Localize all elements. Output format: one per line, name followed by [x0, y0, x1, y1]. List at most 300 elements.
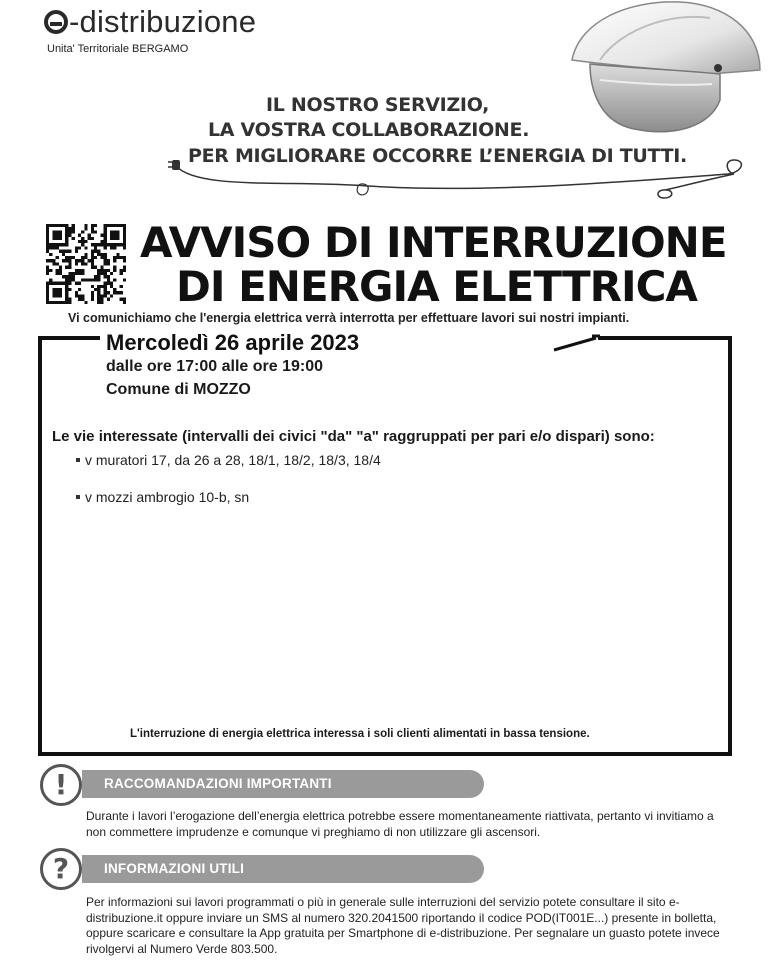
- qr-module: [104, 282, 107, 285]
- qr-module: [97, 285, 100, 288]
- recommendations-text: Durante i lavori l’erogazione dell’energia elettrica potrebbe essere momentaneamente riattivata, pertanto vi invitiamo a non commettere imprudenze e comunque vi preghiamo di non utilizzare gli ascensori.: [86, 809, 714, 839]
- qr-module: [116, 234, 119, 237]
- qr-module: [91, 262, 94, 265]
- qr-module: [107, 291, 110, 294]
- qr-module: [91, 237, 94, 240]
- qr-module: [46, 259, 49, 262]
- qr-module: [78, 259, 81, 262]
- qr-module: [107, 275, 110, 278]
- qr-module: [97, 278, 100, 281]
- qr-module: [56, 294, 59, 297]
- qr-module: [65, 301, 68, 304]
- slogan-line-3: PER MIGLIORARE OCCORRE L’ENERGIA DI TUTTI.: [188, 145, 687, 167]
- qr-module: [104, 259, 107, 262]
- qr-module: [56, 230, 59, 233]
- slogan-line-2: LA VOSTRA COLLABORAZIONE.: [208, 119, 530, 141]
- qr-module: [88, 237, 91, 240]
- qr-module: [113, 266, 116, 269]
- qr-module: [59, 272, 62, 275]
- qr-module: [123, 301, 126, 304]
- qr-module: [116, 243, 119, 246]
- qr-module: [46, 224, 49, 227]
- qr-module: [81, 294, 84, 297]
- qr-module: [81, 278, 84, 281]
- qr-module: [97, 301, 100, 304]
- qr-module: [104, 230, 107, 233]
- qr-module: [94, 275, 97, 278]
- qr-module: [78, 288, 81, 291]
- qr-module: [49, 269, 52, 272]
- qr-module: [94, 266, 97, 269]
- pen-icon: [552, 332, 602, 354]
- qr-module: [113, 288, 116, 291]
- qr-module: [123, 243, 126, 246]
- qr-module: [65, 250, 68, 253]
- qr-module: [91, 243, 94, 246]
- qr-module: [123, 224, 126, 227]
- qr-module: [68, 250, 71, 253]
- qr-module: [107, 282, 110, 285]
- qr-module: [65, 224, 68, 227]
- qr-module: [100, 269, 103, 272]
- qr-module: [46, 243, 49, 246]
- qr-module: [49, 224, 52, 227]
- slogan-line-1: IL NOSTRO SERVIZIO,: [266, 94, 490, 116]
- plug-cable-icon: [168, 150, 748, 210]
- qr-module: [84, 253, 87, 256]
- qr-module: [62, 250, 65, 253]
- qr-module: [56, 234, 59, 237]
- qr-module: [81, 240, 84, 243]
- qr-module: [46, 282, 49, 285]
- qr-module: [84, 224, 87, 227]
- qr-module: [65, 237, 68, 240]
- brand-name: -distribuzione: [69, 4, 257, 39]
- qr-module: [65, 294, 68, 297]
- qr-module: [75, 294, 78, 297]
- qr-module: [113, 230, 116, 233]
- qr-module: [59, 250, 62, 253]
- qr-module: [62, 224, 65, 227]
- qr-module: [94, 288, 97, 291]
- qr-module: [52, 259, 55, 262]
- qr-module: [113, 234, 116, 237]
- notice-box: [38, 336, 732, 756]
- info-text: Per informazioni sui lavori programmati o più in generale sulle interruzioni del servizio potete consultare il sito e-distribuzione.it oppure inviare un SMS al numero 320.2041500 riportando il codice POD(IT001E...) presente in bolletta, oppure scaricare e consultare la App gratuita per Smartphone di e-distribuzione. Per segnalare un guasto potete invece rivolgervi al Numero Verde 803.500.: [86, 895, 720, 956]
- qr-module: [65, 259, 68, 262]
- bullet-icon: [76, 458, 80, 462]
- qr-module: [123, 237, 126, 240]
- qr-module: [56, 301, 59, 304]
- qr-module: [120, 291, 123, 294]
- qr-module: [123, 278, 126, 281]
- info-title: INFORMAZIONI UTILI: [82, 855, 484, 883]
- qr-module: [78, 246, 81, 249]
- qr-module: [104, 272, 107, 275]
- qr-module: [113, 269, 116, 272]
- qr-module: [91, 259, 94, 262]
- qr-module: [104, 224, 107, 227]
- qr-module: [52, 230, 55, 233]
- qr-module: [113, 243, 116, 246]
- qr-module: [56, 256, 59, 259]
- qr-module: [104, 291, 107, 294]
- qr-module: [56, 224, 59, 227]
- qr-module: [104, 243, 107, 246]
- qr-module: [52, 224, 55, 227]
- qr-module: [62, 259, 65, 262]
- qr-module: [104, 288, 107, 291]
- qr-module: [68, 259, 71, 262]
- qr-module: [62, 275, 65, 278]
- title-line-1: AVVISO DI INTERRUZIONE: [140, 218, 727, 267]
- qr-module: [120, 269, 123, 272]
- qr-module: [65, 234, 68, 237]
- qr-module: [49, 253, 52, 256]
- qr-module: [68, 282, 71, 285]
- qr-module: [91, 294, 94, 297]
- qr-module: [75, 291, 78, 294]
- qr-module: [88, 234, 91, 237]
- qr-module: [104, 253, 107, 256]
- qr-module: [97, 269, 100, 272]
- street-text: v muratori 17, da 26 a 28, 18/1, 18/2, 18/3, 18/4: [85, 452, 381, 468]
- qr-module: [72, 272, 75, 275]
- qr-module: [97, 250, 100, 253]
- qr-module: [88, 259, 91, 262]
- qr-module: [56, 246, 59, 249]
- qr-module: [91, 291, 94, 294]
- qr-module: [84, 227, 87, 230]
- qr-module: [78, 294, 81, 297]
- qr-module: [116, 237, 119, 240]
- qr-module: [68, 230, 71, 233]
- qr-module: [46, 240, 49, 243]
- qr-module: [88, 278, 91, 281]
- qr-module: [46, 291, 49, 294]
- qr-module: [49, 278, 52, 281]
- qr-module: [123, 298, 126, 301]
- qr-module: [100, 301, 103, 304]
- qr-module: [46, 250, 49, 253]
- qr-module: [75, 269, 78, 272]
- qr-module: [81, 298, 84, 301]
- qr-module: [100, 294, 103, 297]
- qr-module: [104, 227, 107, 230]
- qr-module: [94, 224, 97, 227]
- qr-module: [110, 272, 113, 275]
- qr-module: [97, 298, 100, 301]
- low-voltage-footnote: L'interruzione di energia elettrica interessa i soli clienti alimentati in bassa tensione.: [130, 728, 590, 740]
- qr-module: [104, 256, 107, 259]
- qr-module: [110, 294, 113, 297]
- qr-module: [72, 237, 75, 240]
- qr-module: [100, 243, 103, 246]
- qr-module: [52, 301, 55, 304]
- interruption-date: Mercoledì 26 aprile 2023: [106, 330, 360, 355]
- qr-module: [104, 269, 107, 272]
- qr-module: [97, 294, 100, 297]
- qr-module: [81, 262, 84, 265]
- qr-module: [120, 256, 123, 259]
- qr-module: [84, 278, 87, 281]
- qr-module: [68, 275, 71, 278]
- qr-module: [116, 253, 119, 256]
- brand-logo: [44, 4, 256, 40]
- qr-module: [123, 259, 126, 262]
- qr-module: [56, 269, 59, 272]
- qr-module: [104, 285, 107, 288]
- qr-module: [100, 285, 103, 288]
- qr-module: [116, 230, 119, 233]
- qr-module: [59, 269, 62, 272]
- qr-module: [104, 234, 107, 237]
- qr-module: [123, 240, 126, 243]
- qr-module: [68, 262, 71, 265]
- qr-module: [104, 246, 107, 249]
- qr-module: [97, 275, 100, 278]
- qr-module: [59, 288, 62, 291]
- intro-text: Vi comunichiamo che l'energia elettrica verrà interrotta per effettuare lavori sui nostri impianti.: [68, 311, 630, 325]
- qr-module: [110, 243, 113, 246]
- qr-module: [94, 256, 97, 259]
- qr-module: [94, 278, 97, 281]
- qr-module: [65, 240, 68, 243]
- qr-module: [65, 291, 68, 294]
- qr-module: [68, 256, 71, 259]
- qr-module: [46, 301, 49, 304]
- qr-module: [91, 285, 94, 288]
- question-icon: ?: [40, 848, 82, 890]
- qr-module: [49, 246, 52, 249]
- e-logo-icon: [44, 10, 68, 34]
- qr-module: [120, 243, 123, 246]
- comune-name: Comune di MOZZO: [106, 381, 251, 398]
- qr-module: [75, 272, 78, 275]
- qr-module: [110, 282, 113, 285]
- qr-module: [110, 230, 113, 233]
- title-line-2: DI ENERGIA ELETTRICA: [176, 262, 697, 311]
- qr-module: [84, 240, 87, 243]
- qr-module: [123, 266, 126, 269]
- qr-module: [78, 298, 81, 301]
- qr-module: [46, 227, 49, 230]
- qr-module: [68, 266, 71, 269]
- street-item: [76, 489, 249, 505]
- qr-module: [81, 256, 84, 259]
- qr-module: [104, 294, 107, 297]
- qr-module: [91, 253, 94, 256]
- qr-module: [75, 262, 78, 265]
- qr-module: [123, 227, 126, 230]
- qr-module: [81, 259, 84, 262]
- qr-module: [72, 230, 75, 233]
- qr-module: [113, 237, 116, 240]
- qr-module: [84, 246, 87, 249]
- interruption-time: dalle ore 17:00 alle ore 19:00: [106, 358, 324, 375]
- qr-module: [62, 243, 65, 246]
- qr-module: [56, 262, 59, 265]
- qr-module: [104, 275, 107, 278]
- qr-module: [52, 282, 55, 285]
- qr-module: [123, 234, 126, 237]
- qr-module: [46, 230, 49, 233]
- qr-module: [113, 224, 116, 227]
- qr-module: [110, 234, 113, 237]
- qr-module: [46, 269, 49, 272]
- qr-module: [91, 278, 94, 281]
- qr-module: [52, 262, 55, 265]
- qr-module: [65, 298, 68, 301]
- qr-module: [81, 230, 84, 233]
- qr-module: [56, 288, 59, 291]
- qr-module: [94, 230, 97, 233]
- qr-module: [59, 301, 62, 304]
- qr-module: [123, 256, 126, 259]
- streets-heading: Le vie interessate (intervalli dei civici "da" "a" raggruppati per pari e/o dispari) sono:: [52, 428, 655, 445]
- qr-module: [52, 291, 55, 294]
- qr-module: [56, 282, 59, 285]
- qr-module: [46, 298, 49, 301]
- qr-module: [107, 278, 110, 281]
- qr-module: [65, 256, 68, 259]
- qr-module: [116, 256, 119, 259]
- qr-module: [120, 272, 123, 275]
- qr-module: [91, 230, 94, 233]
- qr-module: [113, 259, 116, 262]
- qr-module: [94, 250, 97, 253]
- qr-module: [110, 246, 113, 249]
- qr-module: [107, 262, 110, 265]
- qr-module: [97, 288, 100, 291]
- qr-module: [46, 266, 49, 269]
- qr-module: [78, 272, 81, 275]
- qr-module: [75, 250, 78, 253]
- qr-module: [65, 278, 68, 281]
- qr-module: [97, 272, 100, 275]
- qr-module: [91, 266, 94, 269]
- qr-module: [107, 243, 110, 246]
- qr-module: [78, 269, 81, 272]
- recommendations-title: RACCOMANDAZIONI IMPORTANTI: [82, 770, 484, 798]
- qr-module: [100, 298, 103, 301]
- qr-module: [81, 237, 84, 240]
- qr-module: [84, 262, 87, 265]
- qr-module: [91, 256, 94, 259]
- qr-module: [65, 230, 68, 233]
- qr-module: [65, 275, 68, 278]
- qr-module: [113, 246, 116, 249]
- qr-module: [65, 282, 68, 285]
- qr-module: [123, 246, 126, 249]
- qr-module: [65, 227, 68, 230]
- qr-module: [46, 285, 49, 288]
- qr-module: [110, 237, 113, 240]
- qr-module: [94, 243, 97, 246]
- qr-module: [59, 234, 62, 237]
- qr-module: [78, 234, 81, 237]
- qr-module: [123, 269, 126, 272]
- helmet-icon: [560, 0, 768, 140]
- qr-module: [81, 272, 84, 275]
- qr-module: [56, 243, 59, 246]
- qr-module: [59, 291, 62, 294]
- qr-module: [75, 282, 78, 285]
- warning-icon: !: [40, 764, 82, 806]
- qr-module: [49, 243, 52, 246]
- qr-module: [52, 246, 55, 249]
- qr-module: [46, 294, 49, 297]
- qr-module: [59, 237, 62, 240]
- qr-module: [97, 291, 100, 294]
- qr-module: [46, 237, 49, 240]
- qr-module: [46, 272, 49, 275]
- qr-module: [59, 224, 62, 227]
- qr-module: [107, 298, 110, 301]
- qr-module: [110, 224, 113, 227]
- qr-module: [68, 298, 71, 301]
- qr-module: [65, 266, 68, 269]
- qr-module: [113, 256, 116, 259]
- qr-module: [97, 243, 100, 246]
- qr-module: [72, 278, 75, 281]
- bullet-icon: [76, 495, 80, 499]
- qr-module: [94, 246, 97, 249]
- qr-module: [78, 282, 81, 285]
- qr-module: [59, 230, 62, 233]
- qr-module: [72, 256, 75, 259]
- qr-module: [56, 272, 59, 275]
- qr-module: [68, 301, 71, 304]
- qr-module: [49, 301, 52, 304]
- qr-module: [104, 240, 107, 243]
- qr-module: [62, 301, 65, 304]
- qr-module: [52, 288, 55, 291]
- qr-module: [120, 285, 123, 288]
- qr-module: [100, 253, 103, 256]
- qr-module: [68, 227, 71, 230]
- qr-module: [91, 298, 94, 301]
- qr-module: [65, 285, 68, 288]
- qr-module: [52, 234, 55, 237]
- qr-module: [107, 224, 110, 227]
- qr-module: [100, 240, 103, 243]
- qr-module: [116, 291, 119, 294]
- qr-module: [75, 246, 78, 249]
- qr-module: [116, 224, 119, 227]
- qr-module: [59, 266, 62, 269]
- qr-module: [91, 227, 94, 230]
- street-text: v mozzi ambrogio 10-b, sn: [85, 489, 250, 505]
- qr-module: [72, 227, 75, 230]
- qr-module: [68, 234, 71, 237]
- qr-module: [62, 282, 65, 285]
- street-item: [76, 452, 381, 468]
- qr-code: [46, 224, 126, 304]
- qr-module: [123, 230, 126, 233]
- qr-module: [59, 294, 62, 297]
- qr-module: [100, 256, 103, 259]
- qr-module: [46, 288, 49, 291]
- qr-module: [120, 298, 123, 301]
- qr-module: [120, 224, 123, 227]
- qr-module: [49, 282, 52, 285]
- qr-module: [100, 272, 103, 275]
- qr-module: [113, 291, 116, 294]
- qr-module: [49, 259, 52, 262]
- qr-module: [52, 294, 55, 297]
- qr-module: [68, 272, 71, 275]
